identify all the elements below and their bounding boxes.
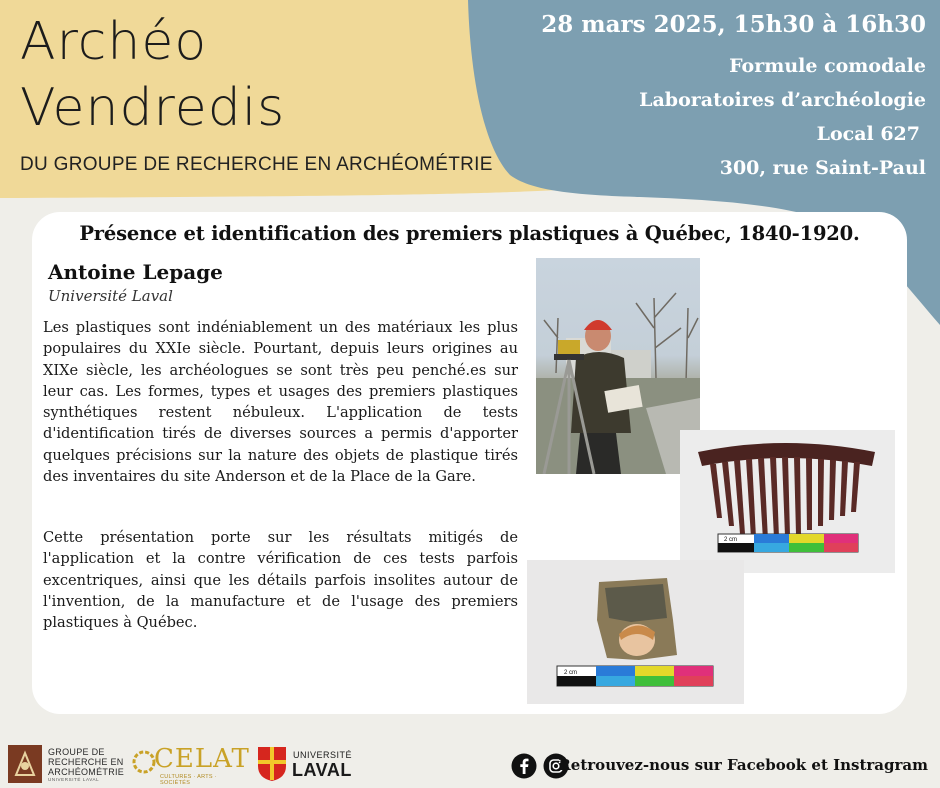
grea-logo[interactable] (8, 745, 128, 783)
laval-shield-icon (257, 746, 287, 782)
celat-logo-icon (132, 750, 156, 774)
comb-scale-label: 2 cm (724, 537, 738, 543)
event-title-line2: Vendredis (20, 78, 286, 138)
laval-logo-big-text: LAVAL (292, 760, 352, 780)
event-format: Formule comodale (729, 55, 926, 77)
facebook-icon[interactable] (511, 753, 537, 779)
comb-artifact-photo (680, 430, 895, 573)
social-media-text: Retrouvez-nous sur Facebook et Instragram (558, 756, 928, 774)
event-subtitle: DU GROUPE DE RECHERCHE EN ARCHÉOMÉTRIE (20, 154, 493, 175)
universite-laval-logo[interactable] (257, 746, 357, 784)
abstract-paragraph-2: Cette présentation porte sur les résultats mitigés de l'application et la contre vérification de ces tests parfois excentriques, ainsi que les détails parfois insolites autour de l'invention, de la manufacture et de l'usage des premiers plastiques à Québec. (43, 529, 518, 632)
grea-logo-text: GROUPE DE RECHERCHE EN ARCHÉOMÉTRIE (48, 747, 125, 777)
fragment-artifact-photo (527, 560, 744, 704)
speaker-photo-illustration (536, 258, 700, 474)
fragment-scale-label: 2 cm (564, 670, 578, 676)
grea-logo-icon (8, 745, 42, 783)
celat-logo-subtext: CULTURES · ARTS · SOCIÉTÉS (160, 774, 217, 786)
celat-logo-text: CELAT (154, 744, 250, 774)
comb-illustration (680, 430, 895, 573)
celat-logo[interactable] (132, 744, 250, 786)
event-room: Local 627 (816, 123, 920, 145)
event-venue: Laboratoires d’archéologie (639, 89, 926, 111)
fragment-illustration (527, 560, 744, 704)
event-address: 300, rue Saint-Paul (719, 157, 926, 179)
talk-title: Présence et identification des premiers plastiques à Québec, 1840-1920. (79, 222, 860, 245)
event-date: 28 mars 2025, 15h30 à 16h30 (541, 11, 926, 38)
speaker-name: Antoine Lepage (48, 260, 223, 284)
speaker-photo (536, 258, 700, 474)
laval-logo-small-text: UNIVERSITÉ (293, 750, 353, 760)
abstract-paragraph-1: Les plastiques sont indéniablement un des matériaux les plus populaires du XXIe siècle. Pourtant, depuis leurs origines au XIXe siècle, les archéologues se sont très peu penché.es sur leur cas. Les formes, types et usages des premiers plastiques synthétiques restent nébuleux. L'application de tests d'identification tirés de diverses sources a permis d'apporter quelques précisions sur la nature des objets de plastique tirés des inventaires du site Anderson et de la Place de la Gare. (43, 319, 518, 486)
grea-logo-subtext: UNIVERSITÉ LAVAL (48, 777, 100, 782)
speaker-affiliation: Université Laval (48, 287, 173, 305)
event-title-line1: Archéo (20, 12, 208, 72)
